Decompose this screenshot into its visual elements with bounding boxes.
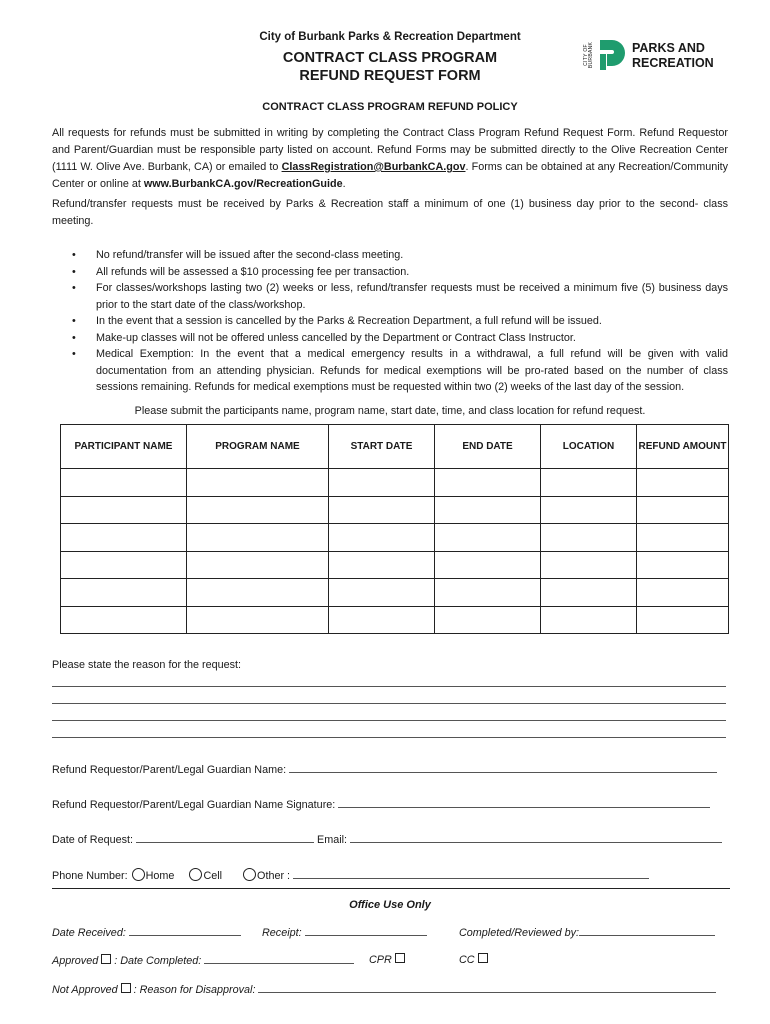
phone-home-radio[interactable] <box>132 868 145 881</box>
cc-checkbox[interactable] <box>478 953 488 963</box>
phone-cell-label: Cell <box>203 870 223 882</box>
table-cell[interactable] <box>61 524 187 552</box>
requestor-name-label: Refund Requestor/Parent/Legal Guardian Name: <box>52 764 287 776</box>
phone-number-label: Phone Number: <box>52 870 128 882</box>
logo-mark-icon <box>599 40 627 70</box>
date-completed-label: : Date Completed: <box>114 955 202 967</box>
header-start-date: START DATE <box>329 425 435 469</box>
table-header-row <box>61 425 729 469</box>
table-cell[interactable] <box>541 469 637 497</box>
signature-field[interactable] <box>338 797 710 808</box>
list-item: • No refund/transfer will be issued after the second-class meeting. <box>52 247 728 264</box>
cc-label: CC <box>459 954 475 966</box>
header-refund-amount: REFUND AMOUNT <box>637 425 729 469</box>
approved-checkbox[interactable] <box>101 954 111 964</box>
policy-paragraph-2: Refund/transfer requests must be received by Parks & Recreation staff a minimum of one (1) business day prior to the second- class meeting. <box>52 198 728 227</box>
phone-home-label: Home <box>145 870 175 882</box>
receipt-field[interactable] <box>305 925 427 936</box>
table-row <box>61 496 729 524</box>
email-label: Email: <box>317 834 348 846</box>
signature-row <box>52 797 710 811</box>
completed-by-field[interactable] <box>579 925 715 936</box>
department-name: City of Burbank Parks & Recreation Department <box>259 31 521 43</box>
table-cell[interactable] <box>187 551 329 579</box>
cc-row <box>459 953 488 966</box>
cpr-row <box>369 953 405 966</box>
refund-request-table <box>60 424 729 634</box>
table-instructions: Please submit the participants name, program name, start date, time, and class location for refund request. <box>134 405 646 417</box>
reason-disapproval-label: : Reason for Disapproval: <box>133 984 256 996</box>
table-cell[interactable] <box>637 579 729 607</box>
table-cell[interactable] <box>61 551 187 579</box>
table-cell[interactable] <box>187 579 329 607</box>
list-item: • Make-up classes will not be offered unless cancelled by the Department or Contract Class Instructor. <box>52 330 728 347</box>
form-title-line2: REFUND REQUEST FORM <box>299 68 481 84</box>
table-cell[interactable] <box>435 579 541 607</box>
table-cell[interactable] <box>435 496 541 524</box>
table-row <box>61 551 729 579</box>
table-cell[interactable] <box>329 469 435 497</box>
table-cell[interactable] <box>435 524 541 552</box>
requestor-name-field[interactable] <box>289 762 717 773</box>
parks-recreation-logo <box>584 38 734 74</box>
policy-paragraph-1: All requests for refunds must be submitted in writing by completing the Contract Class Program Refund Request Form. Refund Requestor and Parent/Guardian must be responsible party listed on account. Refund Forms may be submitted directly to the Olive Recreation Center (1111 W. Olive Ave. Burbank, CA) or emailed to ClassRegistration@BurbankCA.gov. Forms can be obtained at any Recreation/Community Center or online at www.BurbankCA.gov/RecreationGuide. <box>52 127 729 190</box>
date-of-request-field[interactable] <box>136 832 314 843</box>
table-cell[interactable] <box>637 469 729 497</box>
list-item: • All refunds will be assessed a $10 processing fee per transaction. <box>52 264 728 281</box>
reason-line[interactable] <box>52 720 726 721</box>
date-email-row <box>52 832 722 846</box>
table-cell[interactable] <box>187 606 329 634</box>
table-cell[interactable] <box>329 579 435 607</box>
section-divider <box>52 888 730 889</box>
table-cell[interactable] <box>541 606 637 634</box>
form-title-line1: CONTRACT CLASS PROGRAM <box>282 50 498 66</box>
table-row <box>61 579 729 607</box>
phone-row <box>52 868 649 882</box>
reason-line[interactable] <box>52 686 726 687</box>
receipt-label: Receipt: <box>262 927 302 939</box>
table-cell[interactable] <box>541 551 637 579</box>
cpr-checkbox[interactable] <box>395 953 405 963</box>
reason-line[interactable] <box>52 703 726 704</box>
table-cell[interactable] <box>435 469 541 497</box>
list-item: • In the event that a session is cancelled by the Parks & Recreation Department, a full refund will be issued. <box>52 313 728 330</box>
header-end-date: END DATE <box>435 425 541 469</box>
approved-row <box>52 953 354 967</box>
not-approved-row <box>52 982 716 996</box>
completed-by-row <box>459 925 715 939</box>
recreation-guide-link[interactable]: www.BurbankCA.gov/RecreationGuide <box>143 178 343 190</box>
table-row <box>61 524 729 552</box>
phone-other-label: Other : <box>257 870 291 882</box>
reason-disapproval-field[interactable] <box>258 982 716 993</box>
date-received-field[interactable] <box>129 925 241 936</box>
email-field[interactable] <box>350 832 722 843</box>
table-cell[interactable] <box>541 524 637 552</box>
table-cell[interactable] <box>541 496 637 524</box>
table-cell[interactable] <box>435 551 541 579</box>
list-item: • Medical Exemption: In the event that a medical emergency results in a withdrawal, a full refund will be given with valid documentation from an attending physician. Refunds for medical exemptions will be pro-rated based on the number of class sessions remaining. Refunds for medical exemptions must be requested within two (2) weeks of the last day of the session. <box>52 346 728 396</box>
table-cell[interactable] <box>637 606 729 634</box>
not-approved-checkbox[interactable] <box>121 983 131 993</box>
phone-cell-radio[interactable] <box>189 868 202 881</box>
table-cell[interactable] <box>637 524 729 552</box>
policy-title: CONTRACT CLASS PROGRAM REFUND POLICY <box>262 101 518 113</box>
date-received-row <box>52 925 241 939</box>
table-cell[interactable] <box>61 579 187 607</box>
table-cell[interactable] <box>61 606 187 634</box>
table-cell[interactable] <box>329 551 435 579</box>
table-cell[interactable] <box>61 469 187 497</box>
date-of-request-label: Date of Request: <box>52 834 134 846</box>
table-cell[interactable] <box>637 496 729 524</box>
phone-number-field[interactable] <box>293 868 649 879</box>
list-item: • For classes/workshops lasting two (2) weeks or less, refund/transfer requests must be received a minimum five (5) business days prior to the start date of the class/workshop. <box>52 280 728 313</box>
table-cell[interactable] <box>61 496 187 524</box>
table-row <box>61 469 729 497</box>
table-cell[interactable] <box>187 469 329 497</box>
cpr-label: CPR <box>369 954 392 966</box>
date-received-label: Date Received: <box>52 927 126 939</box>
policy-bullet-list <box>52 247 728 396</box>
date-completed-field[interactable] <box>204 953 354 964</box>
table-cell[interactable] <box>329 496 435 524</box>
reason-line[interactable] <box>52 737 726 738</box>
requestor-name-row <box>52 762 717 776</box>
header-participant-name: PARTICIPANT NAME <box>61 425 187 469</box>
table-cell[interactable] <box>637 551 729 579</box>
table-row <box>61 606 729 634</box>
table-cell[interactable] <box>541 579 637 607</box>
receipt-row <box>262 925 427 939</box>
office-use-title: Office Use Only <box>349 899 431 911</box>
signature-label: Refund Requestor/Parent/Legal Guardian Name Signature: <box>52 799 336 811</box>
not-approved-label: Not Approved <box>52 984 118 996</box>
logo-mark-stem <box>600 54 606 70</box>
approved-label: Approved <box>52 955 99 967</box>
completed-by-label: Completed/Reviewed by: <box>459 927 580 939</box>
phone-other-radio[interactable] <box>243 868 256 881</box>
registration-email-link[interactable]: ClassRegistration@BurbankCA.gov <box>281 161 466 173</box>
header-program-name: PROGRAM NAME <box>187 425 329 469</box>
table-cell[interactable] <box>435 606 541 634</box>
logo-text: PARKS AND RECREATION <box>632 41 714 70</box>
header-location: LOCATION <box>541 425 637 469</box>
table-cell[interactable] <box>187 496 329 524</box>
reason-label: Please state the reason for the request: <box>52 659 242 671</box>
table-cell[interactable] <box>329 524 435 552</box>
table-cell[interactable] <box>187 524 329 552</box>
table-cell[interactable] <box>329 606 435 634</box>
logo-city-text: CITY OF BURBANK <box>583 41 594 69</box>
